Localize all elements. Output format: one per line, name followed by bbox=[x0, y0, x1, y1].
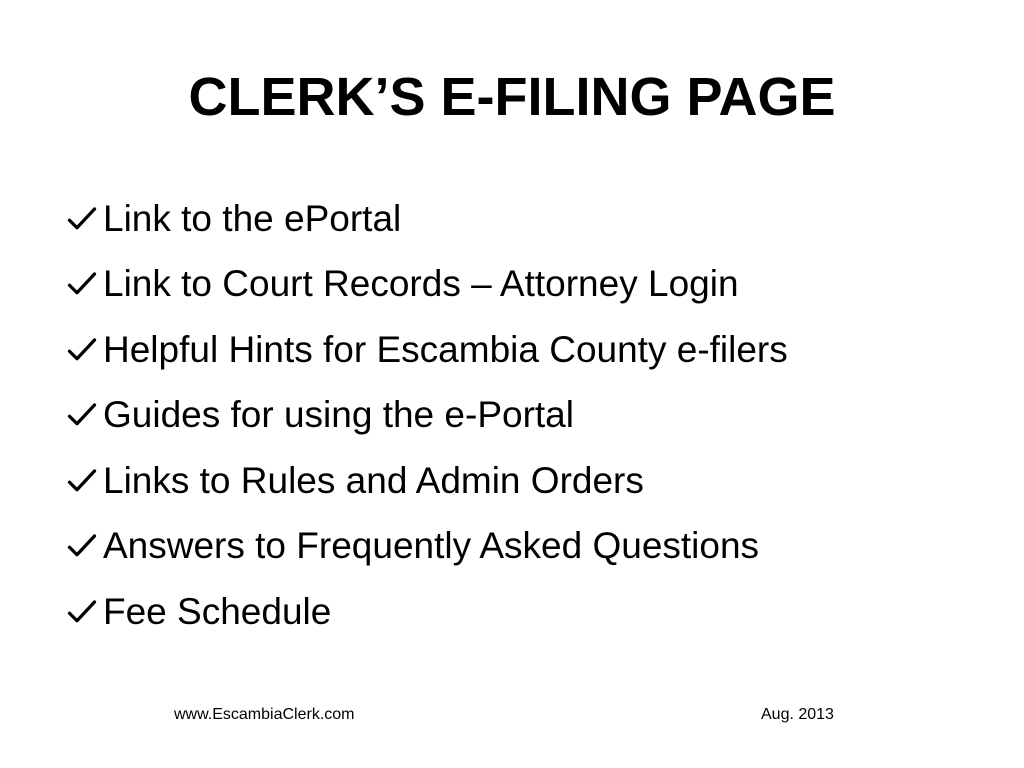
list-item bbox=[64, 579, 1004, 645]
footer-website: www.EscambiaClerk.com bbox=[174, 706, 355, 723]
footer-date: Aug. 2013 bbox=[761, 706, 834, 723]
list-item bbox=[64, 317, 1004, 383]
list-item bbox=[64, 186, 1004, 252]
slide-title: CLERK’S E-FILING PAGE bbox=[188, 67, 836, 127]
bullet-text: Fee Schedule bbox=[103, 590, 332, 632]
check-icon bbox=[64, 526, 100, 566]
bullet-list bbox=[64, 186, 1004, 645]
check-icon bbox=[64, 395, 100, 435]
check-icon bbox=[64, 199, 100, 239]
check-icon bbox=[64, 592, 100, 632]
bullet-text: Guides for using the e-Portal bbox=[103, 394, 574, 436]
bullet-text: Links to Rules and Admin Orders bbox=[103, 459, 644, 501]
check-icon bbox=[64, 461, 100, 501]
check-icon bbox=[64, 264, 100, 304]
list-item bbox=[64, 252, 1004, 318]
bullet-text: Link to the ePortal bbox=[103, 197, 402, 239]
bullet-text: Link to Court Records – Attorney Login bbox=[103, 263, 739, 305]
list-item bbox=[64, 514, 1004, 580]
list-item bbox=[64, 448, 1004, 514]
bullet-text: Answers to Frequently Asked Questions bbox=[103, 525, 760, 567]
bullet-text: Helpful Hints for Escambia County e-filers bbox=[103, 328, 788, 370]
check-icon bbox=[64, 330, 100, 370]
list-item bbox=[64, 383, 1004, 449]
